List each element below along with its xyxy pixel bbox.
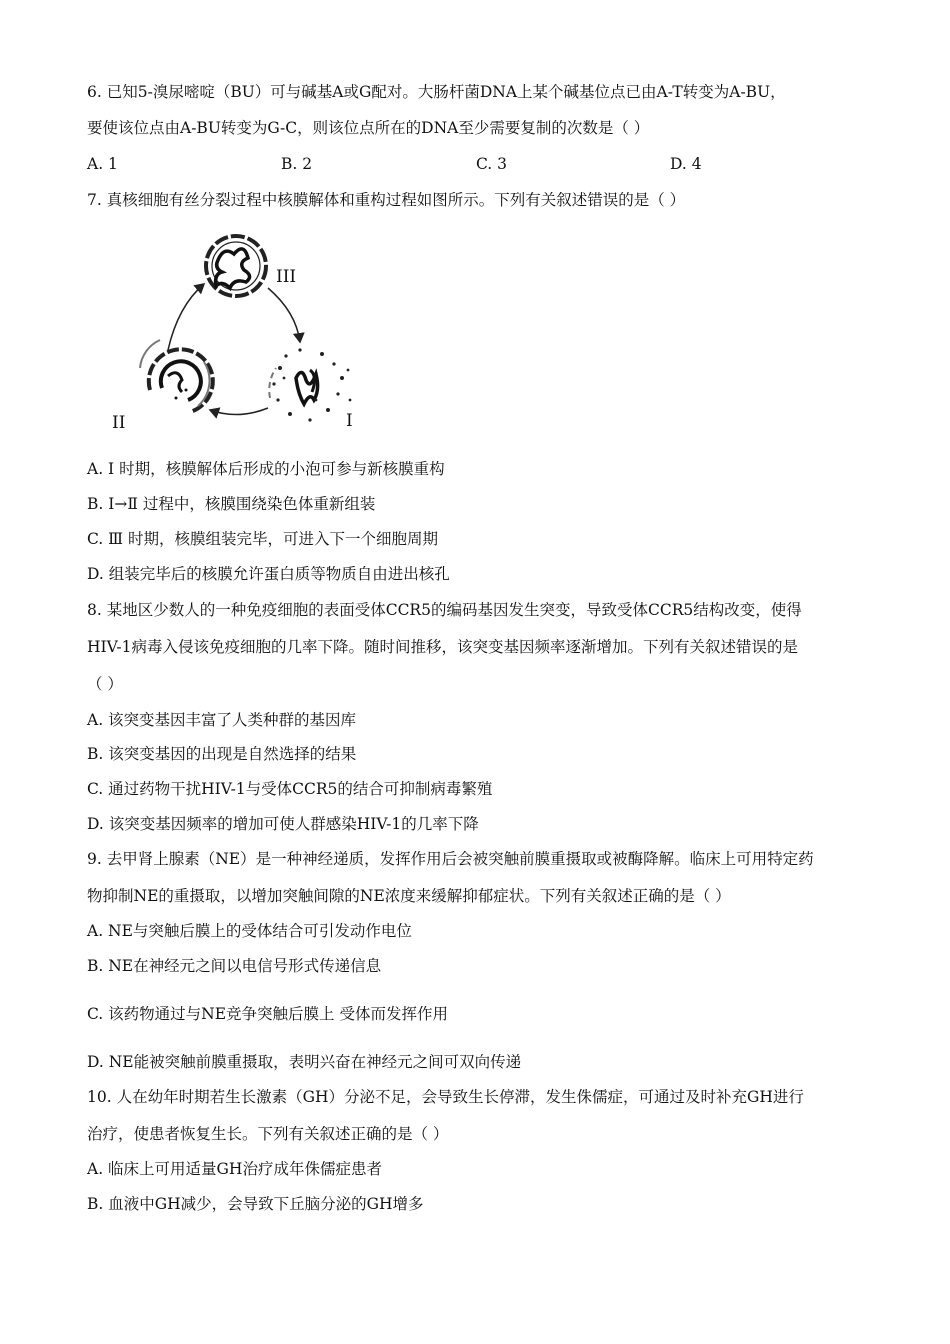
arrow-i-to-ii	[210, 408, 268, 415]
q10-option-b[interactable]: B. 血液中GH减少，会导致下丘脑分泌的GH增多	[87, 1195, 424, 1213]
q7-option-c[interactable]: C. Ⅲ 时期，核膜组装完毕，可进入下一个细胞周期	[87, 530, 439, 548]
q9-option-c[interactable]: C. 该药物通过与NE竞争突触后膜上 受体而发挥作用	[87, 1005, 448, 1023]
q6-option-a[interactable]: A. 1	[87, 155, 118, 173]
q6-option-d[interactable]: D. 4	[670, 155, 702, 173]
q7-option-d[interactable]: D. 组装完毕后的核膜允许蛋白质等物质自由进出核孔	[87, 565, 450, 583]
q9-option-b[interactable]: B. NE在神经元之间以电信号形式传递信息	[87, 957, 382, 975]
q8-option-a[interactable]: A. 该突变基因丰富了人类种群的基因库	[87, 711, 357, 729]
stage-iii-label: III	[276, 267, 297, 287]
arrow-ii-to-iii	[168, 284, 204, 350]
q6-option-c[interactable]: C. 3	[476, 155, 508, 173]
stage-i-label: I	[346, 411, 353, 431]
q8-stem-line3: （ ）	[87, 675, 123, 693]
q7-option-b[interactable]: B. Ⅰ→Ⅱ 过程中，核膜围绕染色体重新组装	[87, 495, 376, 513]
q6-option-b[interactable]: B. 2	[281, 155, 313, 173]
stage-ii-nucleus	[140, 340, 213, 412]
stage-ii-label: II	[112, 413, 126, 433]
q10-option-a[interactable]: A. 临床上可用适量GH治疗成年侏儒症患者	[87, 1160, 382, 1178]
q6-stem-line1: 6. 已知5-溴尿嘧啶（BU）可与碱基A或G配对。大肠杆菌DNA上某个碱基位点已由A-T转变为A-BU，	[87, 83, 786, 101]
q7-option-a[interactable]: A. Ⅰ 时期，核膜解体后形成的小泡可参与新核膜重构	[87, 460, 445, 478]
q10-stem-line1: 10. 人在幼年时期若生长激素（GH）分泌不足，会导致生长停滞，发生侏儒症，可通过及时补充GH进行	[87, 1088, 804, 1106]
arrow-iii-to-i	[268, 288, 300, 342]
q8-option-d[interactable]: D. 该突变基因频率的增加可使人群感染HIV-1的几率下降	[87, 815, 479, 833]
q8-option-b[interactable]: B. 该突变基因的出现是自然选择的结果	[87, 745, 357, 763]
q8-stem-line1: 8. 某地区少数人的一种免疫细胞的表面受体CCR5的编码基因发生突变，导致受体CCR5结构改变，使得	[87, 601, 802, 619]
q7-stem: 7. 真核细胞有丝分裂过程中核膜解体和重构过程如图所示。下列有关叙述错误的是（ ）	[87, 191, 686, 209]
q8-stem-line2: HIV-1病毒入侵该免疫细胞的几率下降。随时间推移，该突变基因频率逐渐增加。下列有关叙述错误的是	[87, 638, 799, 656]
q9-stem-line2: 物抑制NE的重摄取，以增加突触间隙的NE浓度来缓解抑郁症状。下列有关叙述正确的是（ ）	[87, 887, 731, 905]
q8-option-c[interactable]: C. 通过药物干扰HIV-1与受体CCR5的结合可抑制病毒繁殖	[87, 780, 493, 798]
stage-iii-nucleus	[206, 236, 266, 296]
q9-stem-line1: 9. 去甲肾上腺素（NE）是一种神经递质，发挥作用后会被突触前膜重摄取或被酶降解。临床上可用特定药	[87, 850, 814, 868]
stage-i-vesicles	[269, 348, 351, 421]
q6-stem-line2: 要使该位点由A-BU转变为G-C，则该位点所在的DNA至少需要复制的次数是（ ）	[87, 119, 650, 137]
q10-stem-line2: 治疗，使患者恢复生长。下列有关叙述正确的是（ ）	[87, 1125, 449, 1143]
nuclear-envelope-cycle-figure	[110, 228, 370, 438]
q9-option-d[interactable]: D. NE能被突触前膜重摄取，表明兴奋在神经元之间可双向传递	[87, 1053, 522, 1071]
q9-option-a[interactable]: A. NE与突触后膜上的受体结合可引发动作电位	[87, 922, 412, 940]
